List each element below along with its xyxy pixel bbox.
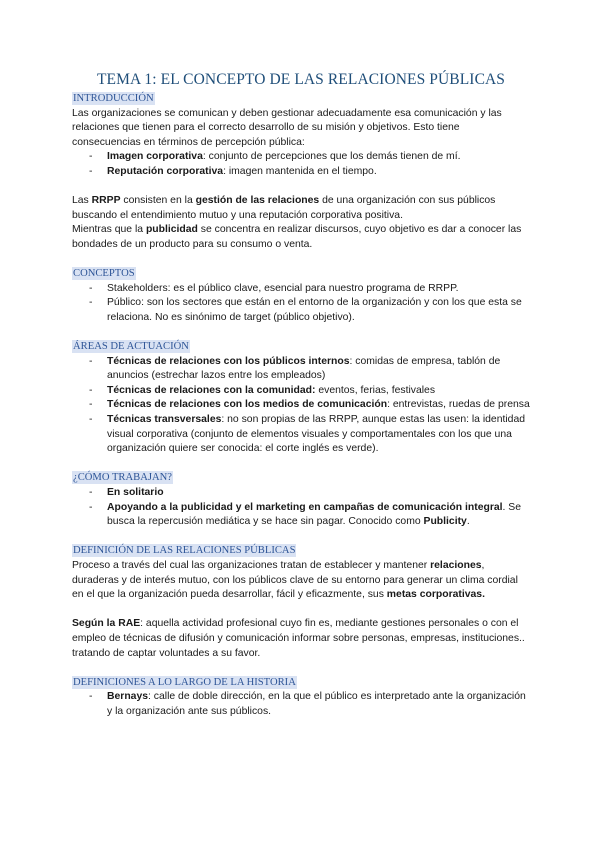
paragraph: Según la RAE: aquella actividad profesional cuyo fin es, mediante gestiones personales o con el empleo de técnicas de difusión y comunicación informar sobre personas, empresas, instituciones.. tratando de captar voluntades a su favor. [72, 618, 525, 659]
term: Imagen corporativa [107, 151, 203, 163]
list-item: - En solitario [72, 486, 530, 501]
list-item: - Bernays: calle de doble dirección, en la que el público es interpretado ante la organización y la organización ante sus públicos. [89, 691, 526, 717]
list-item: - Técnicas transversales: no son propias de las RRPP, aunque estas las usen: la identidad visual corporativa (conjunto de elementos visuales y comportamentales con los que una organización quiere ser conocida: el corte inglés es verde). [89, 414, 526, 455]
section-introduccion [72, 92, 530, 253]
list-item: - Público: son los sectores que están en el entorno de la organización y con los que esta se relaciona. No es sinónimo de target (público objetivo). [89, 297, 522, 323]
list-item [72, 150, 530, 165]
list-item: - Técnicas de relaciones con los medios de comunicación: entrevistas, ruedas de prensa [72, 398, 530, 413]
section-conceptos [72, 267, 530, 325]
document-page [72, 70, 530, 720]
section-definicion [72, 544, 530, 661]
dash-bullet: - [89, 501, 93, 513]
list-item: - Técnicas de relaciones con la comunidad: eventos, ferias, festivales [72, 384, 530, 399]
dash-bullet: - [89, 487, 93, 499]
dash-bullet: - [89, 691, 93, 703]
paragraph: Las organizaciones se comunican y deben gestionar adecuadamente esa comunicación y las relaciones que tienen para el correcto desarrollo de su misión y objetivos. Esto tiene consecuencias en términos de percepción pública: [72, 107, 502, 148]
section-heading: ÁREAS DE ACTUACIÓN [73, 341, 189, 353]
section-heading: DEFINICIONES A LO LARGO DE LA HISTORIA [73, 676, 296, 688]
paragraph: Mientras que la publicidad se concentra en realizar discursos, cuyo objetivo es dar a conocer las bondades de un producto para su consumo o venta. [72, 224, 522, 250]
dash-bullet: - [89, 165, 93, 177]
dash-bullet: - [89, 297, 93, 309]
section-historia [72, 676, 530, 720]
dash-bullet: - [89, 151, 93, 163]
list-item: - Técnicas de relaciones con los públicos internos: comidas de empresa, tablón de anuncios (estrechar lazos entre los empleados) [89, 355, 501, 382]
dash-bullet: - [89, 282, 93, 294]
section-heading: CONCEPTOS [73, 268, 135, 280]
list-item: - Stakeholders: es el público clave, esencial para nuestro programa de RRPP. [72, 282, 530, 297]
dash-bullet: - [89, 384, 93, 396]
list-item [72, 165, 530, 180]
section-areas-actuacion [72, 340, 530, 457]
list-item: - Apoyando a la publicidad y el marketing en campañas de comunicación integral. Se busca la repercusión mediática y se hace sin pagar. Conocido como Publicity. [89, 501, 522, 528]
bullet-list [72, 690, 530, 719]
dash-bullet: - [89, 355, 93, 367]
bullet-list [72, 355, 530, 457]
section-heading: DEFINICIÓN DE LAS RELACIONES PÚBLICAS [73, 545, 296, 557]
paragraph: Proceso a través del cual las organizaciones tratan de establecer y mantener relaciones, duraderas y de interés mutuo, con los públicos clave de su entorno para generar un clima cordial en el que la organización pueda desarrollar, fácil y eficazmente, sus metas corporativas. [72, 560, 518, 601]
bullet-list [72, 486, 530, 530]
section-como-trabajan [72, 471, 530, 529]
section-heading: ¿CÓMO TRABAJAN? [73, 472, 172, 484]
definition: : conjunto de percepciones que los demás tienen de mí. [202, 151, 461, 163]
section-heading: INTRODUCCIÓN [73, 93, 154, 104]
dash-bullet: - [89, 399, 93, 411]
bullet-list [72, 150, 530, 179]
bullet-list [72, 282, 530, 326]
term: Reputación corporativa [107, 165, 224, 177]
dash-bullet: - [89, 414, 93, 426]
page-title: TEMA 1: EL CONCEPTO DE LAS RELACIONES PÚBLICAS [96, 71, 506, 88]
definition: : imagen mantenida en el tiempo. [223, 165, 377, 177]
paragraph: Las RRPP consisten en la gestión de las relaciones de una organización con sus públicos buscando el entendimiento mutuo y una reputación corporativa positiva. [72, 195, 496, 221]
